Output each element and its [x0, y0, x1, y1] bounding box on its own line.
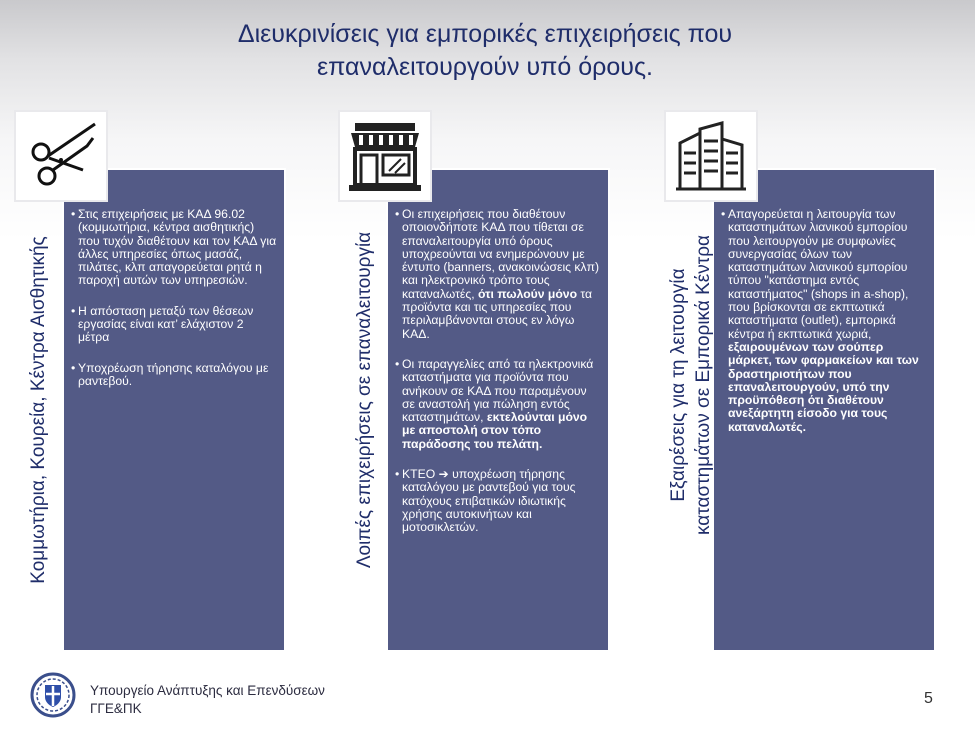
storefront-icon — [345, 119, 425, 193]
column-heading — [666, 175, 716, 595]
bullet-item: • Η απόσταση μεταξύ των θέσεων εργασίας είναι κατ’ ελάχιστον 2 μέτρα — [72, 305, 278, 345]
secretariat-name: ΓΓΕ&ΠΚ — [90, 701, 142, 716]
column-shopping-centers — [664, 110, 964, 650]
column-heading: Λοιπές επιχειρήσεις σε επαναλειτουργία — [354, 231, 375, 569]
icon-box — [338, 110, 432, 202]
scissors-icon — [23, 118, 99, 194]
bullet-item: • Οι επιχειρήσεις που διαθέτουν οποιονδήποτε ΚΑΔ που τίθεται σε επαναλειτουργία υπό όρους υποχρεούνται να ενημερώνουν με έντυπο (banners, ανακοινώσεις κλπ) και ηλεκτρονικό τρόπο τους καταναλωτές, ότι πωλούν μόνο τα προϊόντα και τις υπηρεσίες που περιλαμβάνονται στους εν λόγω ΚΑΔ. — [396, 208, 602, 341]
title-line-1: Διευκρινίσεις για εμπορικές επιχειρήσεις που — [237, 20, 733, 48]
column-hair-salons — [14, 110, 314, 650]
ministry-name: Υπουργείο Ανάπτυξης και Επενδύσεων — [90, 683, 325, 698]
column-heading-line-1: Εξαιρέσεις για τη λειτουργία — [668, 268, 689, 502]
column-heading-line-2: καταστημάτων σε Εμπορικά Κέντρα — [693, 234, 714, 536]
bullet-item: • Υποχρέωση τήρησης καταλόγου με ραντεβού. — [72, 362, 278, 389]
content-panel — [388, 170, 608, 650]
column-heading: Κομμωτήρια, Κουρεία, Κέντρα Αισθητικής — [28, 236, 49, 584]
greek-coat-of-arms-icon — [30, 672, 76, 718]
content-panel — [714, 170, 934, 650]
page-number: 5 — [924, 690, 933, 707]
footer-ministry-text — [90, 682, 325, 718]
title-line-2: επαναλειτουργούν υπό όρους. — [317, 53, 653, 81]
icon-box — [14, 110, 108, 202]
content-panel — [64, 170, 284, 650]
bullet-item: • ΚΤΕΟ ➔ υποχρέωση τήρησης καταλόγου με ραντεβού για τους κατόχους επιβατικών ιδιωτικής χρήσης αυτοκινήτων και μοτοσικλετών. — [396, 468, 602, 534]
bullet-item: • Οι παραγγελίες από τα ηλεκτρονικά καταστήματα για προϊόντα που ανήκουν σε ΚΑΔ που παραμένουν σε αναστολή για πώληση εντός καταστημάτων, εκτελούνται μόνο με αποστολή στον τόπο παράδοσης του πελάτη. — [396, 358, 602, 451]
page-title — [150, 18, 820, 84]
bullet-item: • Στις επιχειρήσεις με ΚΑΔ 96.02 (κομμωτήρια, κέντρα αισθητικής) που τυχόν διαθέτουν και τον ΚΑΔ για άλλες υπηρεσίες όπως μασάζ, πιλάτες, κλπ απαγορεύεται ρητά η παροχή αυτών των υπηρεσιών. — [72, 208, 278, 288]
bullet-item: • Απαγορεύεται η λειτουργία των καταστημάτων λιανικού εμπορίου που λειτουργούν με συμφωνίες συνεργασίας όλων των καταστημάτων λιανικού εμπορίου τύπου "κατάστημα εντός καταστήματος" (shops in a-shop), που βρίσκονται σε εκπτωτικά καταστήματα (outlet), εμπορικά κέντρα ή εκπτωτικά χωριά, εξαιρουμένων των σούπερ μάρκετ, των φαρμακείων και των δραστηριοτήτων που επαναλειτουργούν, υπό την προϋπόθεση ότι διαθέτουν ανεξάρτητη είσοδο για τους καταναλωτές. — [722, 208, 928, 434]
column-other-businesses — [338, 110, 638, 650]
